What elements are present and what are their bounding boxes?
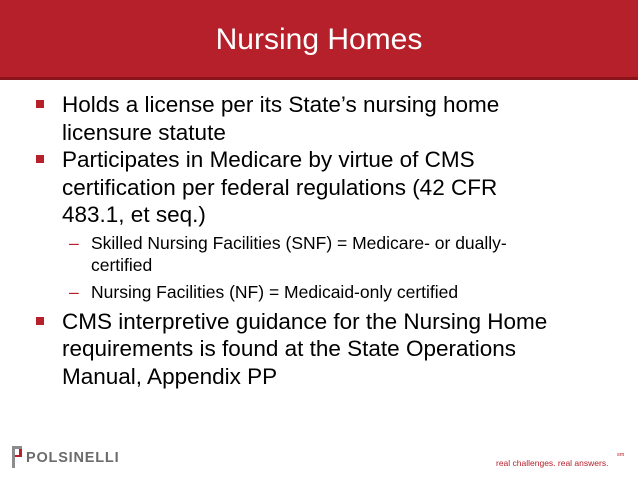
- sub-bullet-line: certified: [91, 254, 153, 275]
- polsinelli-logo-mark-icon: [12, 446, 22, 468]
- sub-bullet-list: [30, 232, 610, 303]
- dash-marker: –: [69, 232, 79, 253]
- logo-wordmark: POLSINELLI: [26, 450, 120, 466]
- slide-title: Nursing Homes: [215, 23, 423, 56]
- sub-bullet-item: [30, 232, 610, 276]
- bullet-line: Holds a license per its State’s nursing home: [62, 92, 500, 117]
- bullet-item: [30, 308, 610, 391]
- bullet-line: Manual, Appendix PP: [62, 363, 278, 389]
- footer-tagline: real challenges. real answers.: [496, 458, 609, 468]
- bullet-line: Participates in Medicare by virtue of CMS: [62, 147, 475, 172]
- bullet-line: certification per federal regulations (42 CFR: [62, 174, 498, 200]
- bullet-line: requirements is found at the State Operations: [62, 336, 517, 361]
- title-bar: [0, 0, 638, 80]
- service-mark: sm: [617, 452, 625, 458]
- bullet-item: [30, 146, 610, 229]
- sub-bullet-item: [30, 281, 610, 303]
- bullet-line: CMS interpretive guidance for the Nursing Home: [62, 308, 548, 334]
- sub-bullet-line: Skilled Nursing Facilities (SNF) = Medicare- or dually-: [91, 232, 507, 253]
- dash-marker: –: [69, 281, 79, 302]
- sub-bullet-line: Nursing Facilities (NF) = Medicaid-only certified: [91, 281, 459, 302]
- square-bullet-icon: [36, 100, 44, 108]
- square-bullet-icon: [36, 317, 44, 325]
- company-logo: [10, 446, 150, 468]
- bullet-line: 483.1, et seq.): [62, 202, 206, 227]
- bullet-line: licensure statute: [62, 119, 226, 145]
- slide-content: [30, 91, 610, 390]
- bullet-item: [30, 91, 610, 146]
- square-bullet-icon: [36, 155, 44, 163]
